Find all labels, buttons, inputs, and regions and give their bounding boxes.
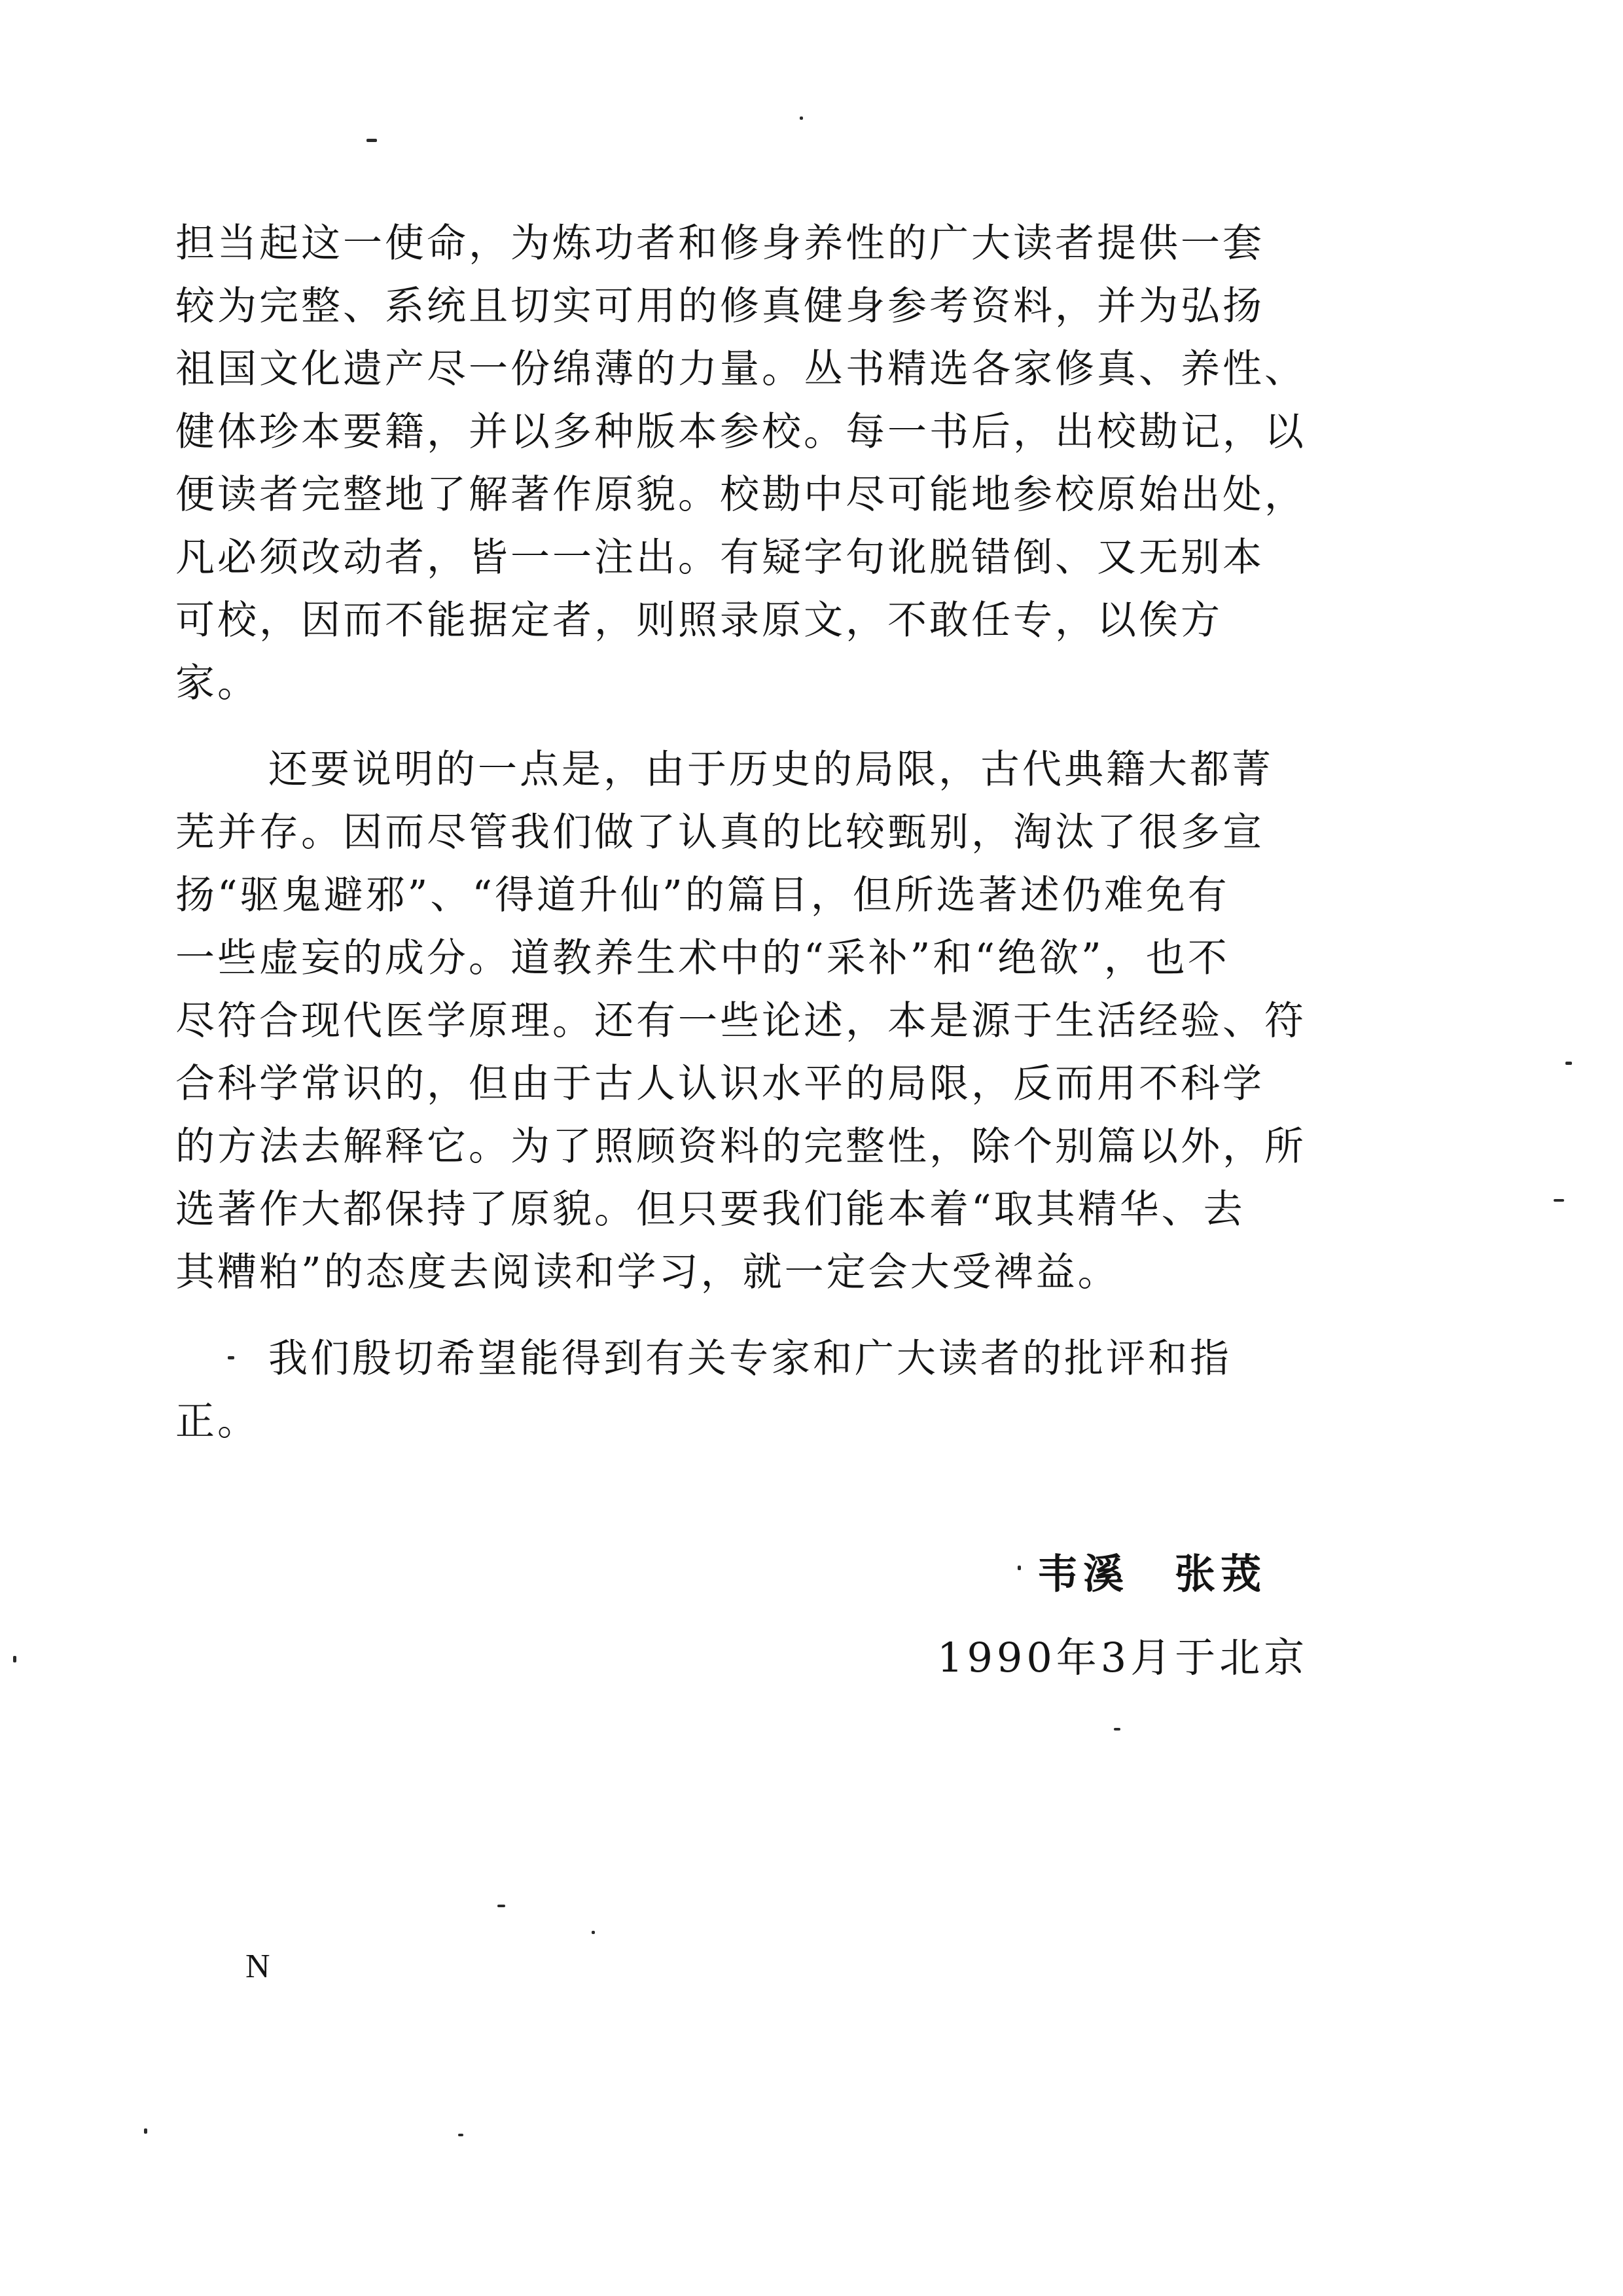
text-line-13: 尽符合现代医学原理。还有一些论述，本是源于生活经验、符	[175, 998, 1306, 1044]
text-line-8: 家。	[175, 660, 259, 706]
text-line-11: 扬“驱鬼避邪”、“得道升仙”的篇目，但所选著述仍难免有	[175, 872, 1230, 918]
signature-date: 1990年3月于北京	[937, 1634, 1309, 1681]
text-line-19: 正。	[175, 1399, 259, 1444]
scan-speck	[366, 139, 377, 142]
text-line-14: 合科学常识的，但由于古人认识水平的局限，反而用不科学	[175, 1061, 1264, 1107]
text-line-5: 便读者完整地了解著作原貌。校勘中尽可能地参校原始出处，	[175, 472, 1306, 518]
scan-speck	[1018, 1566, 1021, 1570]
text-line-3: 祖国文化遗产尽一份绵薄的力量。丛书精选各家修真、养性、	[175, 346, 1306, 392]
text-line-18: 我们殷切希望能得到有关专家和广大读者的批评和指	[268, 1336, 1232, 1382]
scan-speck	[800, 117, 803, 120]
text-line-7: 可校，因而不能据定者，则照录原文，不敢任专，以俟方	[175, 598, 1222, 643]
scan-speck	[1114, 1728, 1120, 1731]
scan-speck	[144, 2128, 147, 2134]
scan-speck	[1565, 1062, 1572, 1065]
text-line-9: 还要说明的一点是，由于历史的局限，古代典籍大都菁	[268, 747, 1274, 793]
text-line-4: 健体珍本要籍，并以多种版本参校。每一书后，出校勘记，以	[175, 409, 1306, 455]
scan-speck	[458, 2134, 463, 2136]
text-line-2: 较为完整、系统且切实可用的修真健身参考资料，并为弘扬	[175, 283, 1264, 329]
text-line-12: 一些虚妄的成分。道教养生术中的“采补”和“绝欲”，也不	[175, 935, 1230, 981]
scan-speck	[228, 1356, 234, 1359]
scan-speck	[1554, 1199, 1564, 1202]
text-line-17: 其糟粕”的态度去阅读和学习，就一定会大受裨益。	[175, 1249, 1120, 1295]
signature-authors: 韦溪 张茙	[1037, 1550, 1267, 1598]
page-folio: N	[245, 1948, 270, 1985]
scan-speck	[592, 1931, 595, 1934]
text-line-1: 担当起这一使命，为炼功者和修身养性的广大读者提供一套	[175, 221, 1264, 266]
scan-speck	[497, 1905, 505, 1907]
text-line-16: 选著作大都保持了原貌。但只要我们能本着“取其精华、去	[175, 1187, 1245, 1232]
text-line-10: 芜并存。因而尽管我们做了认真的比较甄别，淘汰了很多宣	[175, 810, 1264, 855]
text-line-6: 凡必须改动者，皆一一注出。有疑字句讹脱错倒、又无别本	[175, 535, 1264, 581]
text-line-15: 的方法去解释它。为了照顾资料的完整性，除个别篇以外，所	[175, 1124, 1306, 1170]
scan-speck	[13, 1656, 16, 1662]
